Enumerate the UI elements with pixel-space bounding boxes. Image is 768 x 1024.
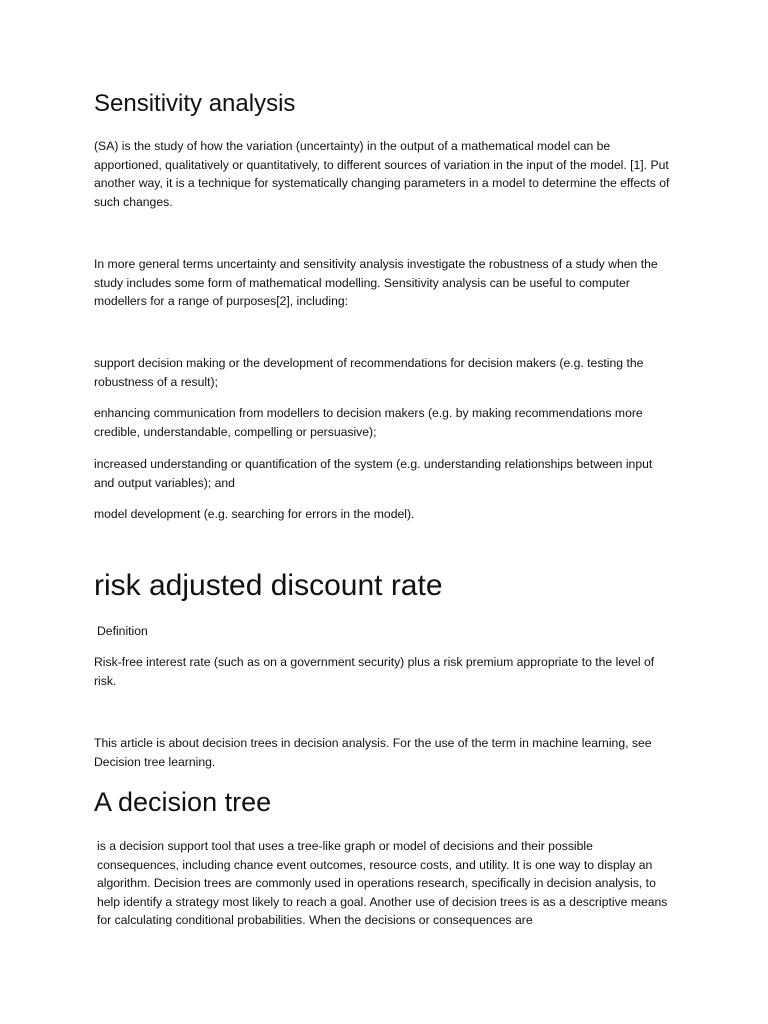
sensitivity-analysis-general-paragraph: In more general terms uncertainty and sensitivity analysis investigate the robustness of a study when the study includes some form of mathematical modelling. Sensitivity analysis can be useful to computer modellers for a range of purposes[2], including: (94, 257, 658, 308)
sensitivity-analysis-paragraph: (SA) is the study of how the variation (uncertainty) in the output of a mathematical model can be apportioned, qualitatively or quantitatively, to different sources of variation in the input of the model. [1]. Put another way, it is a technique for systematically changing parameters in a model to determine the effects of such changes. (94, 139, 670, 209)
definition-paragraph: Risk-free interest rate (such as on a government security) plus a risk premium appropriate to the level of risk. (94, 655, 655, 688)
purpose-item-model-development: model development (e.g. searching for errors in the model). (94, 507, 415, 521)
purpose-item-decision-making: support decision making or the development of recommendations for decision makers (e.g. testing the robustness of a result); (94, 356, 644, 389)
purpose-item-communication: enhancing communication from modellers to decision makers (e.g. by making recommendations more credible, understandable, compelling or persuasive); (94, 406, 643, 439)
decision-tree-note: This article is about decision trees in decision analysis. For the use of the term in machine learning, see Decision tree learning. (94, 736, 652, 769)
decision-tree-paragraph: is a decision support tool that uses a tree-like graph or model of decisions and their possible consequences, including chance event outcomes, resource costs, and utility. It is one way to display an algorithm. Decision trees are commonly used in operations research, specifically in decision analysis, to help identify a strategy most likely to reach a goal. Another use of decision trees is as a descriptive means for calculating conditional probabilities. When the decisions or consequences are (97, 839, 668, 927)
sensitivity-analysis-heading: Sensitivity analysis (94, 90, 296, 117)
risk-adjusted-discount-rate-heading: risk adjusted discount rate (94, 569, 443, 602)
purpose-item-understanding: increased understanding or quantification of the system (e.g. understanding relationships between input and output variables); and (94, 457, 653, 490)
decision-tree-heading: A decision tree (94, 787, 272, 817)
definition-label: Definition (97, 624, 148, 638)
